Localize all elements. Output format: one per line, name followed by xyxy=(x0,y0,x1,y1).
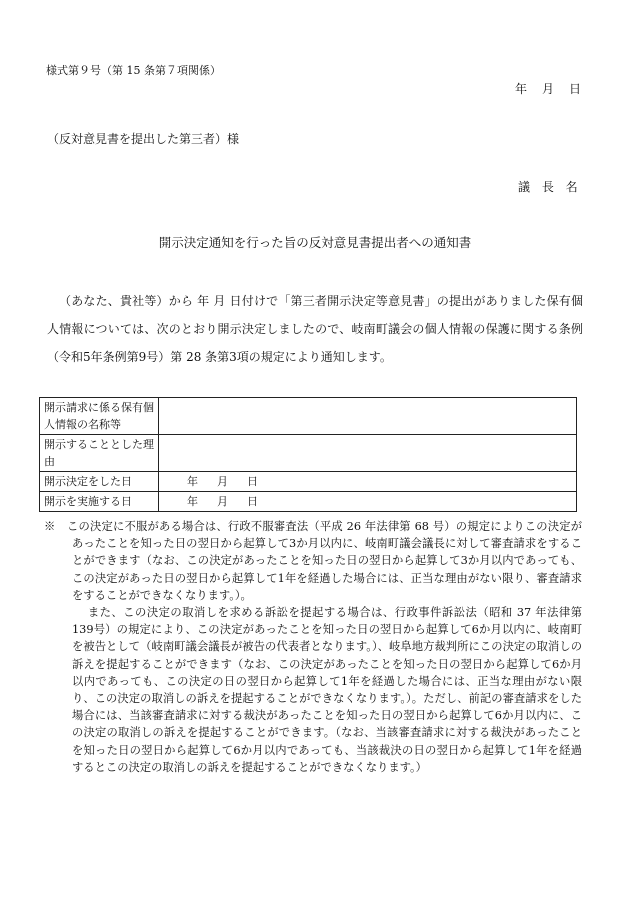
date-year: 年 xyxy=(515,82,529,96)
table-row xyxy=(40,398,577,435)
table-row xyxy=(40,435,577,472)
table-row xyxy=(40,472,577,492)
notice-body: （あなた、貴社等）から 年 月 日付けで「第三者開示決定等意見書」の提出がありました保有個人情報については、次のとおり開示決定しましたので、岐南町議会の個人情報の保護に関する条例（令和5年条例第9号）第 28 条第3項の規定により通知します。 xyxy=(47,294,583,364)
row-label: 開示することとした理由 xyxy=(40,435,159,472)
sender-name: 議 長 名 xyxy=(518,180,582,194)
addressee: （反対意見書を提出した第三者）様 xyxy=(47,132,240,146)
row-label: 開示決定をした日 xyxy=(40,472,159,492)
row-label: 開示請求に係る保有個人情報の名称等 xyxy=(40,398,159,435)
row-value xyxy=(159,398,577,435)
date-month: 月 xyxy=(542,82,556,96)
disclosure-info-table xyxy=(39,397,577,512)
date-day: 日 xyxy=(569,82,583,96)
decision-date xyxy=(159,472,577,492)
date-day: 日 xyxy=(247,475,259,488)
document-title: 開示決定通知を行った旨の反対意見書提出者への通知書 xyxy=(158,235,472,250)
implementation-date xyxy=(159,492,577,512)
note-appeal: ※ この決定に不服がある場合は、行政不服審査法（平成 26 年法律第 68 号）の規定によりこの決定があったことを知った日の翌日から起算して3か月以内に、岐南町議会議長に対して審査請求をすることができます（なお、この決定があったことを知った日の翌日から起算して3か月以内であっても、この決定があった日の翌日から起算して1年を経過した場合には、正当な理由がない限り、審査請求をすることができなくなります。）。 xyxy=(44,520,582,602)
date-month: 月 xyxy=(217,475,229,488)
issue-date xyxy=(515,80,582,98)
notes-section xyxy=(44,518,582,776)
date-month: 月 xyxy=(217,495,229,508)
row-label: 開示を実施する日 xyxy=(40,492,159,512)
date-year: 年 xyxy=(187,475,199,488)
form-number: 様式第９号（第 15 条第７項関係） xyxy=(46,64,221,77)
row-value xyxy=(159,435,577,472)
date-year: 年 xyxy=(187,495,199,508)
date-day: 日 xyxy=(247,495,259,508)
table-row xyxy=(40,492,577,512)
note-lawsuit: また、この決定の取消しを求める訴訟を提起する場合は、行政事件訴訟法（昭和 37 年法律第139号）の規定により、この決定があったことを知った日の翌日から起算して6か月以内に、岐南町を被告として（岐南町議会議長が被告の代表者となります。）、岐阜地方裁判所にこの決定の取消しの訴えを提起することができます（なお、この決定があったことを知った日の翌日から起算して6か月以内であっても、この決定の日の翌日から起算して1年を経過した場合には、正当な理由がない限り、この決定の取消しの訴えを提起することができなくなります。）。ただし、前記の審査請求をした場合には、当該審査請求に対する裁決があったことを知った日の翌日から起算して6か月以内に、この決定の取消しの訴えを提起することができます。（なお、当該審査請求に対する裁決があったことを知った日の翌日から起算して6か月以内であっても、当該裁決の日の翌日から起算して1年を経過するとこの決定の取消しの訴えを提起することができなくなります。） xyxy=(72,606,582,774)
